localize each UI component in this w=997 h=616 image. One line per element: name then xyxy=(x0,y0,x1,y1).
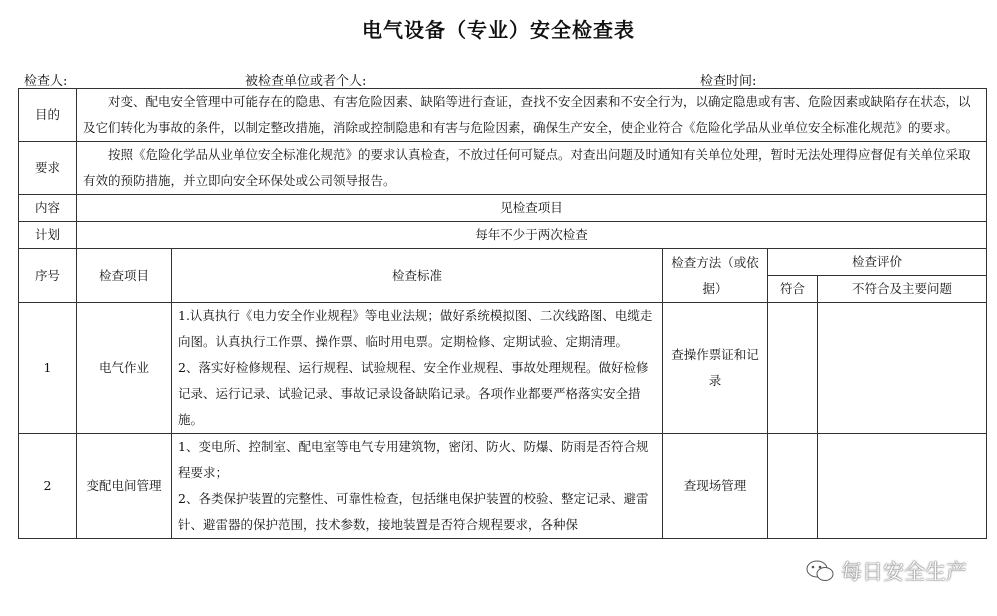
inspection-time-label: 检查时间: xyxy=(700,74,757,89)
header-method: 检查方法（或依据） xyxy=(663,249,768,303)
header-nonconform: 不符合及主要问题 xyxy=(818,276,987,303)
content-row xyxy=(19,195,987,222)
item-nonconform xyxy=(818,434,987,539)
plan-text: 每年不少于两次检查 xyxy=(77,222,987,249)
content-text: 见检查项目 xyxy=(77,195,987,222)
table-row xyxy=(19,434,987,539)
header-evaluation: 检查评价 xyxy=(768,249,987,276)
header-row xyxy=(19,249,987,276)
header-conform: 符合 xyxy=(768,276,818,303)
wechat-icon xyxy=(805,558,835,584)
purpose-row xyxy=(19,89,987,142)
item-standard: 1.认真执行《电力安全作业规程》等电业法规；做好系统模拟图、二次线路图、电缆走向图。认真执行工作票、操作票、临时用电票。定期检修、定期试验、定期清理。 2、落实好检修规程、运行规程、试验规程、安全作业规程、事故处理规程。做好检修记录、运行记录、试验记录、事故记录设备缺陷记录。各项作业都要严格落实安全措施。 xyxy=(172,303,663,434)
header-seq: 序号 xyxy=(19,249,77,303)
plan-row xyxy=(19,222,987,249)
plan-label: 计划 xyxy=(19,222,77,249)
purpose-text: 对变、配电安全管理中可能存在的隐患、有害危险因素、缺陷等进行查证，查找不安全因素和不安全行为，以确定隐患或有害、危险因素或缺陷存在状态，以及它们转化为事故的条件，以制定整改措施，消除或控制隐患和有害与危险因素，确保生产安全，使企业符合《危险化学品从业单位安全标准化规范》的要求。 xyxy=(77,89,987,142)
item-method: 查现场管理 xyxy=(663,434,768,539)
requirement-text: 按照《危险化学品从业单位安全标准化规范》的要求认真检查，不放过任何可疑点。对查出问题及时通知有关单位处理，暂时无法处理得应督促有关单位采取有效的预防措施，并立即向安全环保处或公司领导报告。 xyxy=(77,142,987,195)
item-name: 变配电间管理 xyxy=(77,434,172,539)
inspected-unit-label: 被检查单位或者个人: xyxy=(245,74,367,89)
purpose-label: 目的 xyxy=(19,89,77,142)
item-seq: 2 xyxy=(19,434,77,539)
table-row xyxy=(19,303,987,434)
item-method: 查操作票证和记录 xyxy=(663,303,768,434)
inspector-label: 检查人: xyxy=(24,74,68,89)
watermark xyxy=(805,556,967,586)
page-title: 电气设备（专业）安全检查表 xyxy=(362,18,635,42)
item-conform xyxy=(768,434,818,539)
item-nonconform xyxy=(818,303,987,434)
item-standard: 1、变电所、控制室、配电室等电气专用建筑物，密闭、防火、防爆、防雨是否符合规程要求； 2、各类保护装置的完整性、可靠性检查，包括继电保护装置的校验、整定记录、避雷针、避雷器的保护范围，技术参数，接地装置是否符合规程要求，各种保 xyxy=(172,434,663,539)
item-conform xyxy=(768,303,818,434)
item-seq: 1 xyxy=(19,303,77,434)
content-label: 内容 xyxy=(19,195,77,222)
item-name: 电气作业 xyxy=(77,303,172,434)
watermark-text: 每日安全生产 xyxy=(841,560,967,584)
requirement-label: 要求 xyxy=(19,142,77,195)
header-item: 检查项目 xyxy=(77,249,172,303)
header-standard: 检查标准 xyxy=(172,249,663,303)
requirement-row xyxy=(19,142,987,195)
checklist-table xyxy=(18,88,987,539)
